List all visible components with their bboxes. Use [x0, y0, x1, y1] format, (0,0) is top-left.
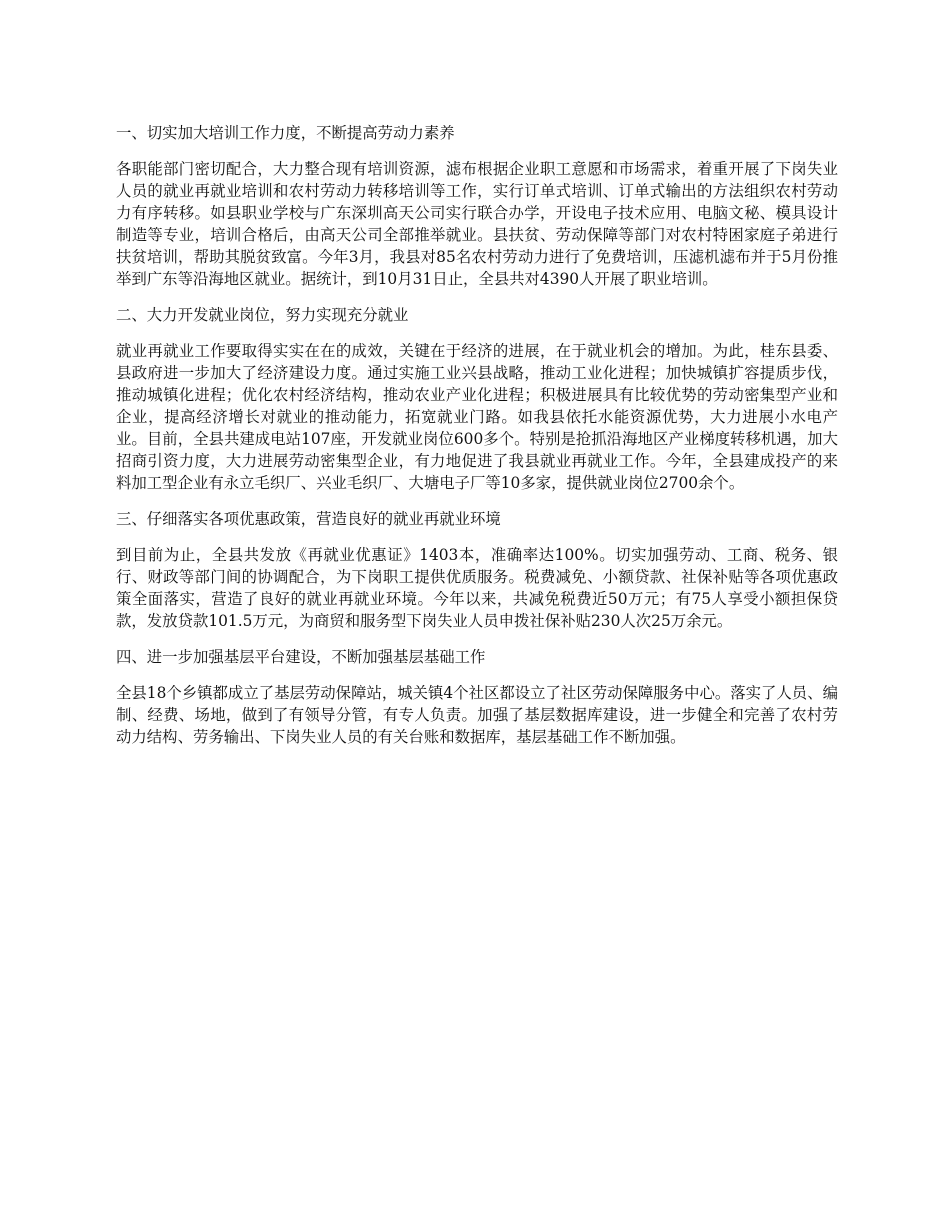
section-paragraph: 到目前为止，全县共发放《再就业优惠证》1403本，准确率达100%。切实加强劳动、工商、税务、银行、财政等部门间的协调配合，为下岗职工提供优质服务。税费减免、小额贷款、社保补贴等各项优惠政策全面落实，营造了良好的就业再就业环境。今年以来，共减免税费近50万元；有75人享受小额担保贷款，发放贷款101.5万元，为商贸和服务型下岗失业人员申拨社保补贴230人次25万余元。: [116, 546, 838, 630]
section-jobs: [116, 304, 838, 494]
section-paragraph: 各职能部门密切配合，大力整合现有培训资源，滤布根据企业职工意愿和市场需求，着重开展了下岗失业人员的就业再就业培训和农村劳动力转移培训等工作，实行订单式培训、订单式输出的方法组织农村劳动力有序转移。如县职业学校与广东深圳高天公司实行联合办学，开设电子技术应用、电脑文秘、模具设计制造等专业，培训合格后，由高天公司全部推举就业。县扶贫、劳动保障等部门对农村特困家庭子弟进行扶贫培训，帮助其脱贫致富。今年3月，我县对85名农村劳动力进行了免费培训，压滤机滤布并于5月份推举到广东等沿海地区就业。据统计，到10月31日止，全县共对4390人开展了职业培训。: [116, 160, 838, 288]
section-paragraph: 全县18个乡镇都成立了基层劳动保障站，城关镇4个社区都设立了社区劳动保障服务中心。落实了人员、编制、经费、场地，做到了有领导分管，有专人负责。加强了基层数据库建设，进一步健全和完善了农村劳动力结构、劳务输出、下岗失业人员的有关台账和数据库，基层基础工作不断加强。: [116, 684, 838, 746]
section-heading: 四、进一步加强基层平台建设，不断加强基层基础工作: [116, 648, 486, 666]
section-heading: 二、大力开发就业岗位，努力实现充分就业: [116, 306, 409, 324]
section-heading: 一、切实加大培训工作力度，不断提高劳动力素养: [116, 124, 455, 142]
section-policies: [116, 508, 838, 632]
section-grassroots: [116, 646, 838, 748]
document-page: [116, 122, 838, 762]
section-paragraph: 就业再就业工作要取得实实在在的成效，关键在于经济的进展，在于就业机会的增加。为此，桂东县委、县政府进一步加大了经济建设力度。通过实施工业兴县战略，推动工业化进程；加快城镇扩容提质步伐，推动城镇化进程；优化农村经济结构，推动农业产业化进程；积极进展具有比较优势的劳动密集型产业和企业，提高经济增长对就业的推动能力，拓宽就业门路。如我县依托水能资源优势，大力进展小水电产业。目前，全县共建成电站107座，开发就业岗位600多个。特别是抢抓沿海地区产业梯度转移机遇，加大招商引资力度，大力进展劳动密集型企业，有力地促进了我县就业再就业工作。今年，全县建成投产的来料加工型企业有永立毛织厂、兴业毛织厂、大塘电子厂等10多家，提供就业岗位2700余个。: [116, 342, 838, 492]
section-training: [116, 122, 838, 290]
section-heading: 三、仔细落实各项优惠政策，营造良好的就业再就业环境: [116, 510, 501, 528]
